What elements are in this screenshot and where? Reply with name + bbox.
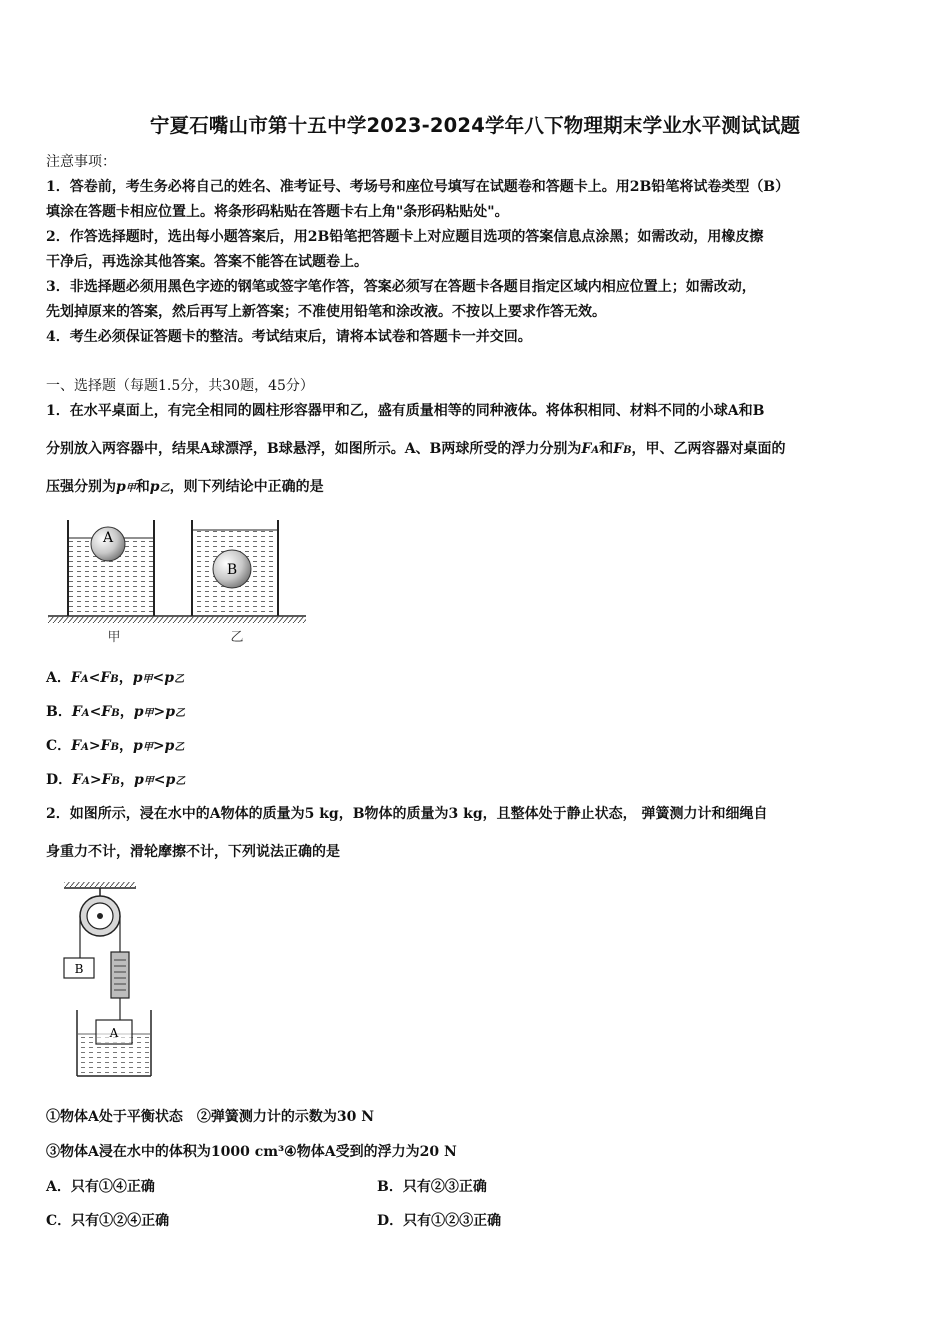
q2-option-d[interactable]: D．只有①②③正确 bbox=[377, 1213, 502, 1229]
q2-option-b[interactable]: B．只有②③正确 bbox=[377, 1179, 487, 1195]
notice-heading: 注意事项： bbox=[46, 154, 116, 170]
q1-line-2b: 和 bbox=[599, 441, 614, 457]
q2-statement-1: ①物体A处于平衡状态 ②弹簧测力计的示数为30 N bbox=[46, 1109, 375, 1125]
pulley bbox=[80, 896, 120, 936]
symbol-fa: FA bbox=[581, 441, 600, 457]
svg-text:A: A bbox=[109, 1026, 119, 1040]
block-b bbox=[64, 958, 94, 978]
q1-line-3b: 和 bbox=[135, 479, 150, 495]
q1-line-2 bbox=[46, 439, 916, 461]
notice-item-1a: 1．答卷前，考生务必将自己的姓名、准考证号、考场号和座位号填写在试题卷和答题卡上。用2B铅笔将试卷类型（B） bbox=[46, 179, 790, 195]
q1-option-d[interactable]: D．FA>FB，p甲<p乙 bbox=[46, 772, 186, 788]
q1-figure bbox=[44, 514, 314, 649]
q1-option-c[interactable]: C．FA>FB，p甲>p乙 bbox=[46, 738, 185, 754]
q2-line-1: 2．如图所示，浸在水中的A物体的质量为5 kg，B物体的质量为3 kg，且整体处于静止状态， 弹簧测力计和细绳自 bbox=[46, 806, 768, 822]
ball-b-label: B bbox=[226, 562, 238, 578]
ceiling bbox=[64, 882, 136, 888]
ball-a-label: A bbox=[102, 530, 114, 546]
q2-line-2: 身重力不计，滑轮摩擦不计，下列说法正确的是 bbox=[46, 844, 340, 860]
q1-option-b[interactable]: B．FA<FB，p甲>p乙 bbox=[46, 704, 186, 720]
block-a bbox=[96, 1020, 132, 1044]
symbol-p-jia: p甲 bbox=[116, 479, 136, 495]
spring-scale bbox=[111, 952, 129, 998]
label-yi: 乙 bbox=[230, 630, 244, 645]
symbol-fb: FB bbox=[613, 441, 632, 457]
q2-option-a[interactable]: A．只有①④正确 bbox=[46, 1179, 155, 1195]
table-surface bbox=[48, 616, 306, 623]
q1-option-a[interactable]: A．FA<FB，p甲<p乙 bbox=[46, 670, 185, 686]
notice-item-3b: 先划掉原来的答案，然后再写上新答案；不准使用铅笔和涂改液。不按以上要求作答无效。 bbox=[46, 304, 606, 320]
svg-text:B: B bbox=[74, 962, 84, 976]
q2-option-c[interactable]: C．只有①②④正确 bbox=[46, 1213, 170, 1229]
notice-item-2b: 干净后，再选涂其他答案。答案不能答在试题卷上。 bbox=[46, 254, 368, 270]
notice-item-2a: 2．作答选择题时，选出每小题答案后，用2B铅笔把答题卡上对应题目选项的答案信息点涂黑；如需改动，用橡皮擦 bbox=[46, 229, 764, 245]
q1-line-2c: ，甲、乙两容器对桌面的 bbox=[631, 441, 786, 457]
symbol-p-yi: p乙 bbox=[149, 479, 170, 495]
q1-line-3a: 压强分别为 bbox=[46, 479, 116, 495]
q2-figure bbox=[56, 880, 156, 1080]
section-heading: 一、选择题（每题1.5分，共30题，45分） bbox=[46, 378, 314, 394]
q2-statement-2: ③物体A浸在水中的体积为1000 cm³④物体A受到的浮力为20 N bbox=[46, 1144, 457, 1160]
exam-title: 宁夏石嘴山市第十五中学2023-2024学年八下物理期末学业水平测试试题 bbox=[149, 114, 801, 137]
notice-item-1b: 填涂在答题卡相应位置上。将条形码粘贴在答题卡右上角"条形码粘贴处"。 bbox=[46, 204, 509, 220]
q1-line-1: 1．在水平桌面上，有完全相同的圆柱形容器甲和乙，盛有质量相等的同种液体。将体积相同、材料不同的小球A和B bbox=[46, 403, 765, 419]
label-jia: 甲 bbox=[107, 630, 121, 645]
q1-line-3 bbox=[46, 477, 916, 499]
q1-line-3c: ，则下列结论中正确的是 bbox=[169, 479, 324, 495]
notice-item-3a: 3．非选择题必须用黑色字迹的钢笔或签字笔作答，答案必须写在答题卡各题目指定区域内相应位置上；如需改动， bbox=[46, 279, 756, 295]
q1-line-2a: 分别放入两容器中，结果A球漂浮，B球悬浮，如图所示。A、B两球所受的浮力分别为 bbox=[46, 441, 582, 457]
notice-item-4: 4．考生必须保证答题卡的整洁。考试结束后，请将本试卷和答题卡一并交回。 bbox=[46, 329, 532, 345]
